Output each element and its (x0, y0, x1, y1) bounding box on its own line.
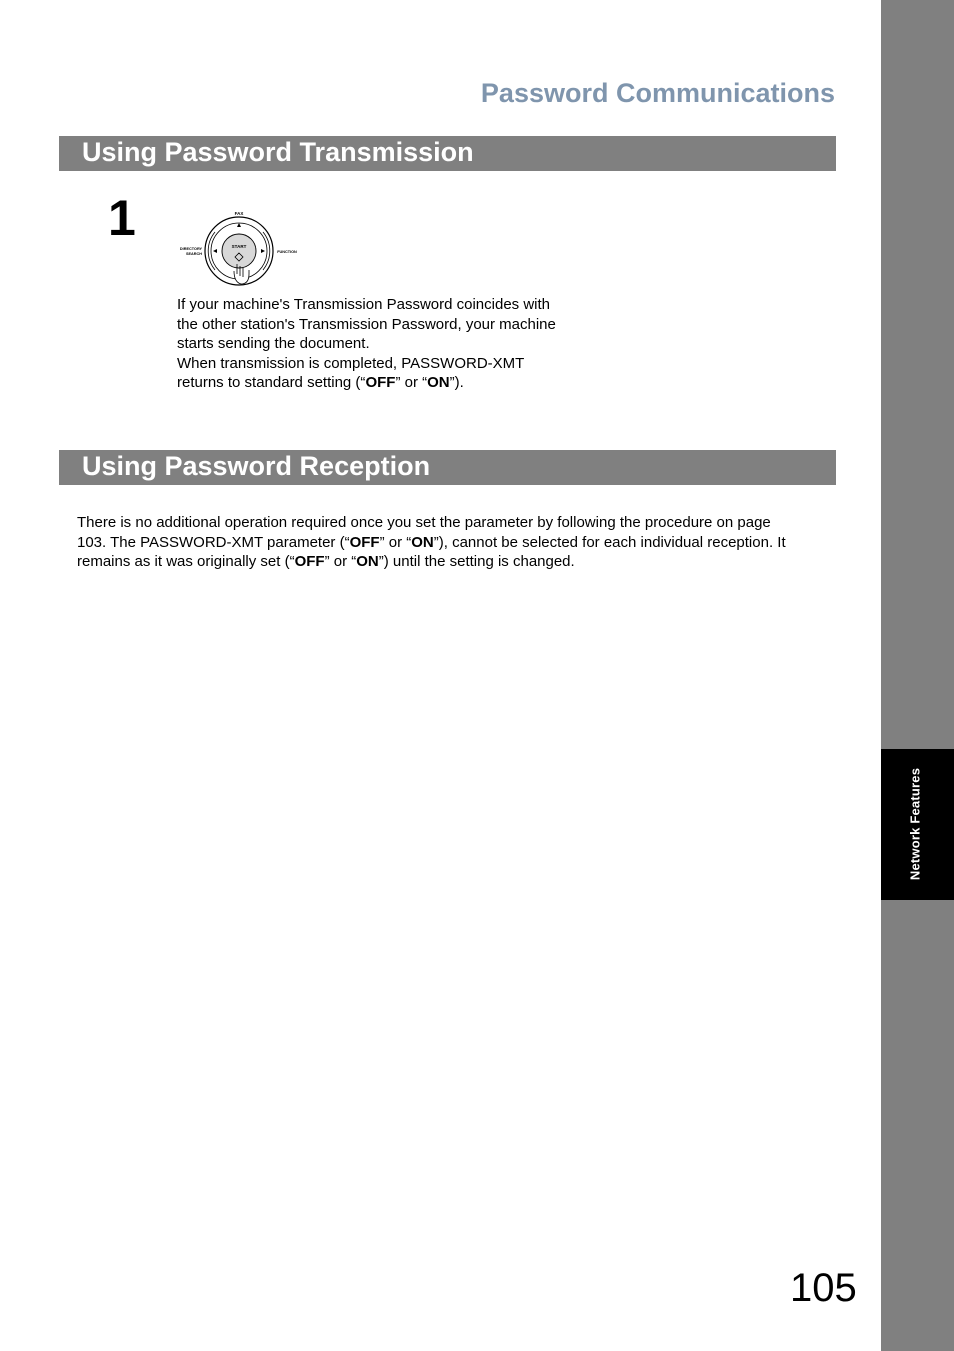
text-run: ” or “ (379, 533, 412, 551)
off-value: OFF (294, 553, 325, 570)
section-heading-transmission (59, 136, 836, 171)
start-button-face (222, 234, 256, 268)
text-run: returns to standard setting (“ (177, 374, 366, 391)
text-run: ” or “ (324, 553, 357, 570)
step-text-line: starts sending the document. (177, 335, 370, 352)
directory-label-line1: DIRECTORY (179, 247, 203, 251)
page-header-title: Password Communications (480, 78, 835, 108)
on-value: ON (356, 553, 379, 570)
text-run: ”) until the setting is changed. (378, 553, 575, 570)
side-tab-label: Network Features (907, 767, 923, 881)
step-text-line: the other station's Transmission Password, your machine (177, 315, 556, 333)
reception-text-line (77, 552, 852, 572)
on-value: ON (427, 374, 450, 391)
off-value: OFF (349, 533, 380, 551)
step-description (177, 295, 597, 393)
off-value: OFF (365, 374, 396, 391)
step-text-line: When transmission is completed, PASSWORD-XMT (177, 354, 525, 372)
section-title-transmission: Using Password Transmission (82, 137, 474, 167)
text-run: 103. The PASSWORD-XMT parameter (“ (77, 533, 350, 551)
reception-text-line: There is no additional operation required once you set the parameter by following the procedure on page (77, 514, 771, 531)
side-bar (881, 0, 954, 1351)
section-heading-reception (59, 450, 836, 485)
function-key-label: FUNCTION (277, 250, 297, 254)
step-text-line (177, 373, 597, 393)
text-run: ”). (449, 374, 464, 391)
reception-text-line (77, 533, 852, 553)
start-key-label: START (231, 244, 247, 249)
reception-description (77, 513, 852, 572)
section-title-reception: Using Password Reception (82, 451, 431, 481)
on-value: ON (411, 533, 434, 551)
text-run: ”), cannot be selected for each individual reception. It (433, 533, 786, 551)
directory-label-line2: SEARCH (185, 252, 203, 256)
fax-key-label: FAX (234, 211, 244, 216)
start-button-illustration (177, 208, 302, 290)
step-text-line: If your machine's Transmission Password coincides with (177, 296, 551, 313)
text-run: ” or “ (395, 374, 428, 391)
step-number: 1 (108, 190, 136, 246)
page-number: 105 (790, 1266, 857, 1310)
text-run: remains as it was originally set (“ (77, 553, 295, 570)
